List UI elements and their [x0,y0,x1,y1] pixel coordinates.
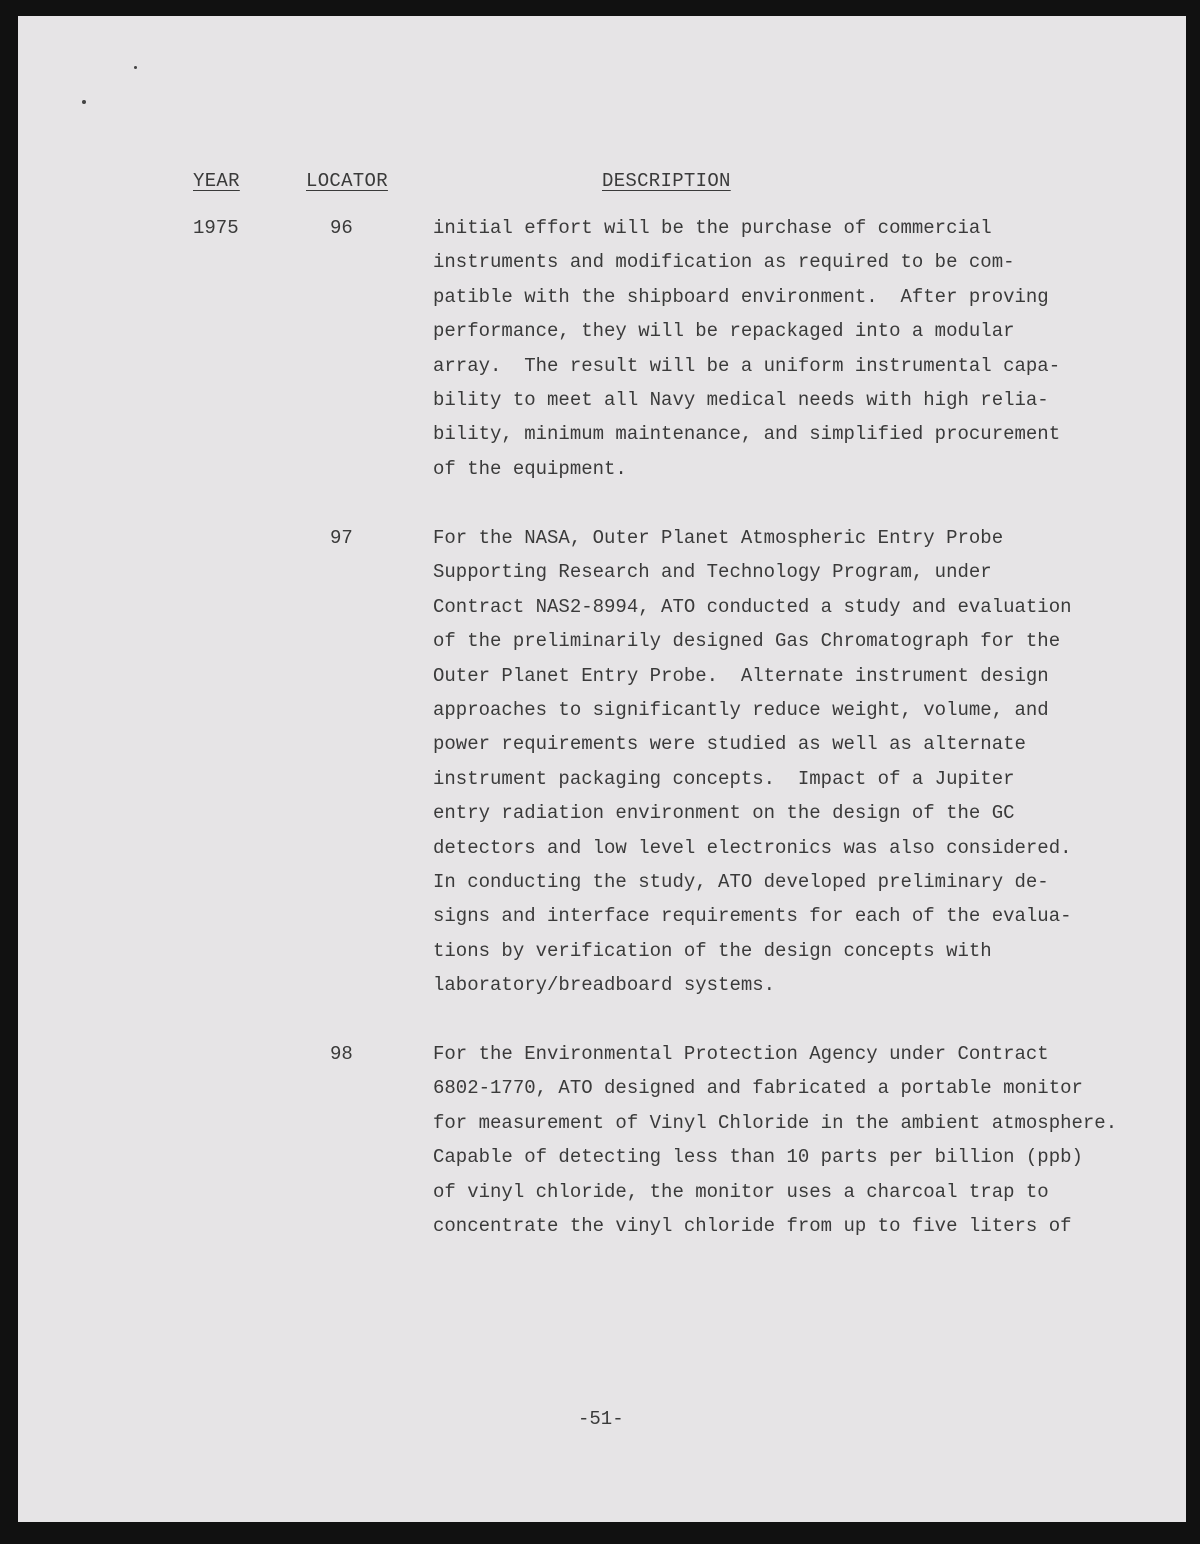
entry-description [433,521,1153,1002]
description-line: Capable of detecting less than 10 parts per billion (ppb) [433,1146,1083,1169]
year-column-header: YEAR [193,170,240,192]
description-line: Contract NAS2-8994, ATO conducted a study and evaluation [433,595,1072,618]
description-line: performance, they will be repackaged into a modular [433,320,1015,343]
description-line: array. The result will be a uniform instrumental capa- [433,354,1061,377]
entry-locator: 98 [330,1043,353,1065]
description-line: Outer Planet Entry Probe. Alternate instrument design [433,664,1049,687]
description-line: for measurement of Vinyl Chloride in the ambient atmosphere. [433,1111,1118,1134]
description-column-header: DESCRIPTION [602,170,731,192]
entry-description [433,1037,1153,1243]
description-line: of vinyl chloride, the monitor uses a charcoal trap to [433,1180,1049,1203]
description-line: laboratory/breadboard systems. [433,974,776,997]
description-line: detectors and low level electronics was also considered. [433,836,1072,859]
description-line: signs and interface requirements for each of the evalua- [433,905,1072,928]
entry-description [433,211,1153,486]
locator-column-header: LOCATOR [306,170,388,192]
description-line: 6802-1770, ATO designed and fabricated a portable monitor [433,1077,1083,1100]
description-line: of the equipment. [433,457,627,480]
description-line: of the preliminarily designed Gas Chromatograph for the [433,630,1061,653]
description-line: initial effort will be the purchase of commercial [433,217,992,239]
speck-mark [134,66,137,69]
description-line: Supporting Research and Technology Program, under [433,561,992,584]
description-line: For the NASA, Outer Planet Atmospheric Entry Probe [433,527,1004,549]
description-line: approaches to significantly reduce weight, volume, and [433,698,1049,721]
description-line: instruments and modification as required to be com- [433,251,1015,274]
description-line: For the Environmental Protection Agency under Contract [433,1043,1049,1065]
description-line: concentrate the vinyl chloride from up to five liters of [433,1214,1072,1237]
description-line: bility to meet all Navy medical needs with high relia- [433,388,1049,411]
page-number: -51- [578,1408,624,1430]
description-line: tions by verification of the design concepts with [433,939,992,962]
description-line: power requirements were studied as well as alternate [433,733,1026,756]
speck-mark [82,100,86,104]
entry-locator: 96 [330,217,353,239]
description-line: instrument packaging concepts. Impact of a Jupiter [433,767,1015,790]
entry-year: 1975 [193,217,239,239]
description-line: bility, minimum maintenance, and simplified procurement [433,423,1061,446]
description-line: In conducting the study, ATO developed preliminary de- [433,870,1049,893]
entry-locator: 97 [330,527,353,549]
description-line: patible with the shipboard environment. After proving [433,285,1049,308]
description-line: entry radiation environment on the design of the GC [433,802,1015,825]
